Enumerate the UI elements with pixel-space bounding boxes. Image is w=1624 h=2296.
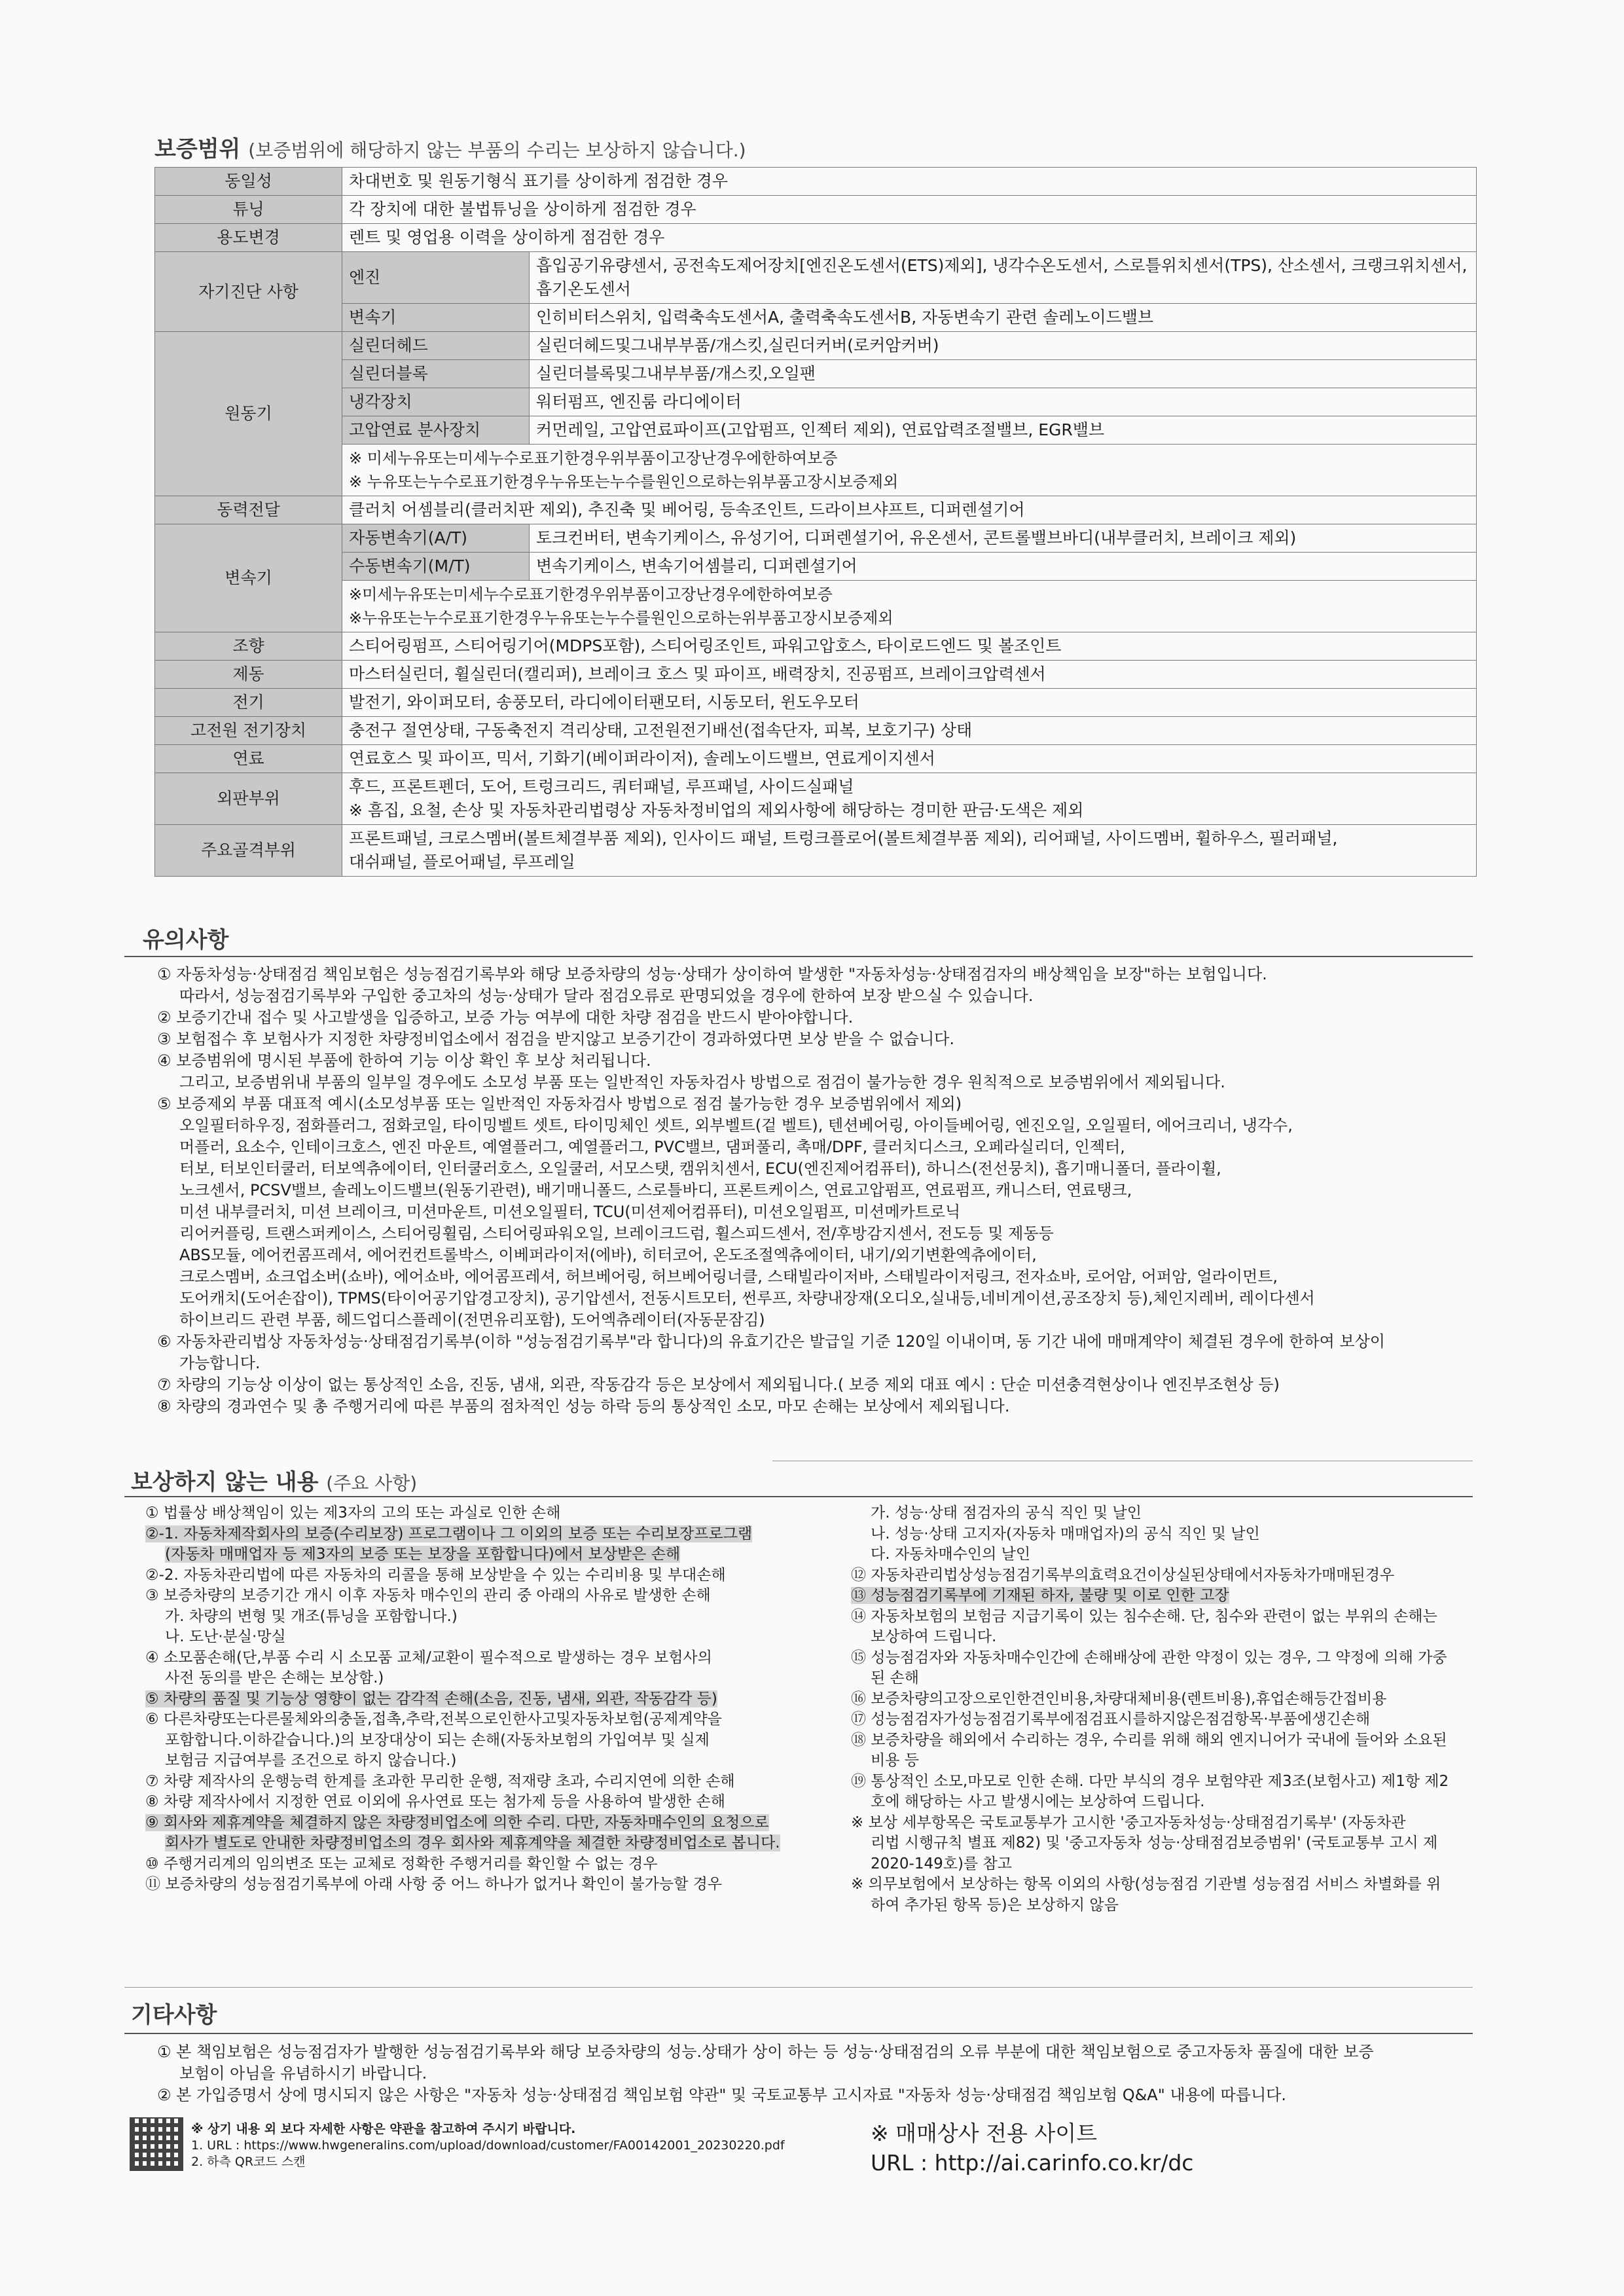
table-row: 외판부위 후드, 프론트펜더, 도어, 트렁크리드, 쿼터패널, 루프패널, 사이드실패널 ※ 흠집, 요철, 손상 및 자동차관리법령상 자동차정비업의 제외사항에 해당하는 경미한 판금·도색은 제외 xyxy=(155,773,1477,825)
list-item: 보험금 지급여부를 조건으로 하지 않습니다.) xyxy=(165,1752,457,1769)
list-item: 하이브리드 관련 부품, 헤드업디스플레이(전면유리포함), 도어엑츄레이터(자동문잠김) xyxy=(179,1311,765,1329)
divider xyxy=(124,1496,1473,1497)
exclusions-subtitle: (주요 사항) xyxy=(326,1472,418,1494)
footer-qr-note: 2. 하측 QR코드 스캔 xyxy=(191,2155,306,2169)
list-item: ⑭ 자동차보험의 보험금 지급기록이 있는 침수손해. 단, 침수와 관련이 없는 부위의 손해는 xyxy=(851,1607,1437,1625)
list-item: ABS모듈, 에어컨콤프레셔, 에어컨컨트롤박스, 이베퍼라이저(에바), 히터코어, 온도조절엑츄에이터, 내기/외기변환엑츄에이터, xyxy=(179,1246,1037,1264)
list-item: ②-2. 자동차관리법에 따른 자동차의 리콜을 통해 보상받을 수 있는 수리비용 및 부대손해 xyxy=(145,1566,726,1584)
list-item: 머플러, 요소수, 인테이크호스, 엔진 마운트, 예열플러그, 예열플러그, PVC밸브, 댐퍼풀리, 촉매/DPF, 클러치디스크, 오페라실리더, 인젝터, xyxy=(179,1138,1125,1156)
list-item: 도어캐치(도어손잡이), TPMS(타이어공기압경고장치), 공기압센서, 전동시트모터, 썬루프, 차량내장재(오디오,실내등,네비게이션,공조장치 등),체인지레버, 레이다센서 xyxy=(179,1289,1315,1307)
list-item: 나. 도난·분실·망실 xyxy=(165,1628,286,1645)
list-item: 된 손해 xyxy=(871,1669,919,1686)
divider xyxy=(124,1987,1473,1988)
list-item: ⑦ 차량의 기능상 이상이 없는 통상적인 소음, 진동, 냄새, 외관, 작동감각 등은 보상에서 제외됩니다.( 보증 제외 대표 예시 : 단순 미션충격현상이나 엔진부조현상 등) xyxy=(157,1376,1280,1394)
list-item: 나. 성능·상태 고지자(자동차 매매업자)의 공식 직인 및 날인 xyxy=(871,1525,1260,1542)
site-url[interactable]: URL : http://ai.carinfo.co.kr/dc xyxy=(871,2150,1194,2176)
list-item: 터보, 터보인터쿨러, 터보엑츄에이터, 인터쿨러호스, 오일쿨러, 서모스탯, 캠위치센서, ECU(엔진제어컴퓨터), 하니스(전선뭉치), 흡기매니폴더, 플라이휠, xyxy=(179,1159,1221,1178)
list-item: ⑩ 주행거리계의 임의변조 또는 교체로 정확한 주행거리를 확인할 수 없는 경우 xyxy=(145,1855,658,1872)
list-item: ⑮ 성능점검자와 자동차매수인간에 손해배상에 관한 약정이 있는 경우, 그 약정에 의해 가중 xyxy=(851,1649,1447,1666)
list-item: ④ 소모품손해(단,부품 수리 시 소모품 교체/교환이 필수적으로 발생하는 경우 보험사의 xyxy=(145,1649,712,1666)
list-item: 리어커플링, 트랜스퍼케이스, 스티어링휠림, 스티어링파워오일, 브레이크드럼, 휠스피드센서, 전/후방감지센서, 전도등 및 제동등 xyxy=(179,1224,1054,1243)
table-row: 원동기 실린더헤드 실린더헤드및그내부부품/개스킷,실린더커버(로커암커버) xyxy=(155,332,1477,360)
exclusions-left-column xyxy=(145,1503,826,1895)
list-item: 노크센서, PCSV밸브, 솔레노이드밸브(원동기관련), 배기매니폴드, 스로틀바디, 프론트케이스, 연료고압펌프, 연료펌프, 캐니스터, 연료탱크, xyxy=(179,1181,1132,1199)
list-item: 보험이 아님을 유념하시기 바랍니다. xyxy=(179,2064,427,2083)
list-item: 오일필터하우징, 점화플러그, 점화코일, 타이밍벨트 셋트, 타이밍체인 셋트, 외부벨트(겉 벨트), 텐션베어링, 아이들베어링, 엔진오일, 오일필터, 에어크리너, 냉각수, xyxy=(179,1116,1293,1135)
table-row: 튜닝 각 장치에 대한 불법튜닝을 상이하게 점검한 경우 xyxy=(155,196,1477,224)
qr-code-icon[interactable] xyxy=(130,2117,183,2171)
list-item: ⑧ 차량의 경과연수 및 총 주행거리에 따른 부품의 점차적인 성능 하락 등의 통상적인 소모, 마모 손해는 보상에서 제외됩니다. xyxy=(157,1397,1010,1415)
list-item: ⑦ 차량 제작사의 운행능력 한계를 초과한 무리한 운행, 적재량 초과, 수리지연에 의한 손해 xyxy=(145,1772,735,1790)
list-item: ※ 보상 세부항목은 국토교통부가 고시한 '중고자동차성능·상태점검기록부' (자동차관 xyxy=(851,1813,1406,1831)
list-item: 회사가 별도로 안내한 차량정비업소의 경우 회사와 제휴계약을 체결한 차량정비업소로 봅니다. xyxy=(165,1834,780,1851)
etc-title: 기타사항 xyxy=(131,2002,217,2028)
list-item: ③ 보증차량의 보증기간 개시 이후 자동차 매수인의 관리 중 아래의 사유로 발생한 손해 xyxy=(145,1587,711,1604)
list-item: ② 본 가입증명서 상에 명시되지 않은 사항은 "자동차 성능·상태점검 책임보험 약관" 및 국토교통부 고시자료 "자동차 성능·상태점검 책임보험 Q&A" 내용에 따릅니다. xyxy=(157,2086,1286,2104)
list-item: 보상하여 드립니다. xyxy=(871,1628,997,1645)
list-item: ※ 의무보험에서 보상하는 항목 이외의 사항(성능점검 기관별 성능점검 서비스 차별화를 위 xyxy=(851,1876,1441,1893)
table-row: ※ 미세누유또는미세누수로표기한경우위부품이고장난경우에한하여보증 ※ 누유또는누수로표기한경우누유또는누수를원인으로하는위부품고장시보증제외 xyxy=(155,445,1477,496)
list-item: ⑤ 보증제외 부품 대표적 예시(소모성부품 또는 일반적인 자동차검사 방법으로 점검 불가능한 경우 보증범위에서 제외) xyxy=(157,1095,962,1113)
list-item: (자동차 매매업자 등 제3자의 보증 또는 보장을 포함합니다)에서 보상받은 손해 xyxy=(165,1546,681,1563)
list-item: ③ 보험접수 후 보험사가 지정한 차량정비업소에서 점검을 받지않고 보증기간이 경과하였다면 보상 받을 수 없습니다. xyxy=(157,1030,954,1048)
divider xyxy=(124,956,1473,957)
table-row: 변속기 자동변속기(A/T) 토크컨버터, 변속기케이스, 유성기어, 디퍼렌셜기어, 유온센서, 콘트롤밸브바디(내부클러치, 브레이크 제외) xyxy=(155,524,1477,553)
divider xyxy=(124,2033,1473,2034)
table-row: 고전원 전기장치 충전구 절연상태, 구동축전지 격리상태, 고전원전기배선(접속단자, 피복, 보호기구) 상태 xyxy=(155,717,1477,745)
list-item: 크로스멤버, 쇼크업소버(쇼바), 에어쇼바, 에어콤프레셔, 허브베어링, 허브베어링너클, 스태빌라이저바, 스태빌라이저링크, 전자쇼바, 로어암, 어퍼암, 얼라이먼트, xyxy=(179,1267,1278,1286)
table-row: 실린더블록 실린더블록및그내부부품/개스킷,오일팬 xyxy=(155,360,1477,388)
list-item: 가능합니다. xyxy=(179,1354,261,1372)
list-item: ⑥ 자동차관리법상 자동차성능·상태점검기록부(이하 "성능점검기록부"라 합니다)의 유효기간은 발급일 기준 120일 이내이며, 동 기간 내에 매매계약이 체결된 경우에 한하여 보상이 xyxy=(157,1332,1385,1351)
list-item: ⑥ 다른차량또는다른물체와의충돌,접촉,추락,전복으로인한사고및자동차보험(공제계약을 xyxy=(145,1711,722,1728)
footer-note: ※ 상기 내용 외 보다 자세한 사항은 약관을 참고하여 주시기 바랍니다. xyxy=(191,2122,576,2136)
exclusions-title: 보상하지 않는 내용 (주요 사항) xyxy=(131,1469,418,1495)
table-row: 동일성 차대번호 및 원동기형식 표기를 상이하게 점검한 경우 xyxy=(155,168,1477,196)
table-row: 동력전달 클러치 어셈블리(클러치판 제외), 추진축 및 베어링, 등속조인트, 드라이브샤프트, 디퍼렌셜기어 xyxy=(155,496,1477,524)
list-item: ⑱ 보증차량을 해외에서 수리하는 경우, 수리를 위해 해외 엔지니어가 국내에 들어와 소요된 xyxy=(851,1731,1447,1749)
list-item: ⑰ 성능점검자가성능점검기록부에점검표시를하지않은점검항목·부품에생긴손해 xyxy=(851,1711,1371,1728)
list-item: 하여 추가된 항목 등)은 보상하지 않음 xyxy=(871,1896,1119,1914)
list-item: ② 보증기간내 접수 및 사고발생을 입증하고, 보증 가능 여부에 대한 차량 점검을 반드시 받아야합니다. xyxy=(157,1008,854,1027)
table-row: 전기 발전기, 와이퍼모터, 송풍모터, 라디에이터팬모터, 시동모터, 윈도우모터 xyxy=(155,689,1477,717)
list-item: ⑤ 차량의 품질 및 기능상 영향이 없는 감각적 손해(소음, 진동, 냄새, 외관, 작동감각 등) xyxy=(145,1690,717,1707)
exclusions-right-column xyxy=(851,1503,1479,1916)
list-item: 따라서, 성능점검기록부와 구입한 중고차의 성능·상태가 달라 점검오류로 판명되었을 경우에 한하여 보장 받으실 수 있습니다. xyxy=(179,987,1034,1005)
list-item: 그리고, 보증범위내 부품의 일부일 경우에도 소모성 부품 또는 일반적인 자동차검사 방법으로 점검이 불가능한 경우 원칙적으로 보증범위에서 제외됩니다. xyxy=(179,1073,1225,1091)
list-item: ⑪ 보증차량의 성능점검기록부에 아래 사항 중 어느 하나가 없거나 확인이 불가능할 경우 xyxy=(145,1876,723,1893)
table-row: 변속기 인히비터스위치, 입력축속도센서A, 출력축속도센서B, 자동변속기 관련 솔레노이드밸브 xyxy=(155,304,1477,332)
table-row: 제동 마스터실린더, 휠실린더(캘리퍼), 브레이크 호스 및 파이프, 배력장치, 진공펌프, 브레이크압력센서 xyxy=(155,661,1477,689)
list-item: 리법 시행규칙 별표 제82) 및 '중고자동차 성능·상태점검보증범위' (국토교통부 고시 제 xyxy=(871,1834,1438,1851)
coverage-subtitle: (보증범위에 해당하지 않는 부품의 수리는 보상하지 않습니다.) xyxy=(248,139,746,161)
table-row: ※미세누유또는미세누수로표기한경우위부품이고장난경우에한하여보증 ※누유또는누수로표기한경우누유또는누수를원인으로하는위부품고장시보증제외 xyxy=(155,581,1477,632)
etc-list xyxy=(157,2041,1473,2106)
list-item: ④ 보증범위에 명시된 부품에 한하여 기능 이상 확인 후 보상 처리됩니다. xyxy=(157,1051,651,1070)
table-row: 고압연료 분사장치 커먼레일, 고압연료파이프(고압펌프, 인젝터 제외), 연료압력조절밸브, EGR밸브 xyxy=(155,416,1477,445)
list-item: ① 법률상 배상책임이 있는 제3자의 고의 또는 과실로 인한 손해 xyxy=(145,1504,561,1522)
dealer-site xyxy=(871,2119,1193,2178)
list-item: ① 본 책임보험은 성능점검자가 발행한 성능점검기록부와 해당 보증차량의 성능.상태가 상이 하는 등 성능·상태점검의 오류 부분에 대한 책임보험으로 중고자동차 품질에 대한 보증 xyxy=(157,2043,1374,2061)
table-row: 냉각장치 워터펌프, 엔진룸 라디에이터 xyxy=(155,388,1477,416)
list-item: 호에 해당하는 사고 발생시에는 보상하여 드립니다. xyxy=(871,1793,1205,1810)
footer-url[interactable]: 1. URL : https://www.hwgeneralins.com/upload/download/customer/FA00142001_20230220.pdf xyxy=(191,2138,785,2153)
list-item: 2020-149호)를 참고 xyxy=(871,1855,1012,1872)
list-item: ⑫ 자동차관리법상성능점검기록부의효력요건이상실된상태에서자동차가매매된경우 xyxy=(851,1566,1395,1584)
list-item: 가. 성능·상태 점검자의 공식 직인 및 날인 xyxy=(871,1504,1142,1522)
list-item: ⑯ 보증차량의고장으로인한견인비용,차량대체비용(렌트비용),휴업손해등간접비용 xyxy=(851,1690,1387,1707)
table-row: 용도변경 렌트 및 영업용 이력을 상이하게 점검한 경우 xyxy=(155,224,1477,252)
table-row: 연료 연료호스 및 파이프, 믹서, 기화기(베이퍼라이저), 솔레노이드밸브, 연료게이지센서 xyxy=(155,745,1477,773)
list-item: ⑨ 회사와 제휴계약을 체결하지 않은 차량정비업소에 의한 수리. 다만, 자동차매수인의 요청으로 xyxy=(145,1813,769,1831)
cautions-list xyxy=(157,964,1473,1417)
coverage-table xyxy=(154,167,1477,877)
coverage-title: 보증범위 (보증범위에 해당하지 않는 부품의 수리는 보상하지 않습니다.) xyxy=(154,136,746,162)
footer-info xyxy=(191,2121,785,2170)
list-item: ②-1. 자동차제작회사의 보증(수리보장) 프로그램이나 그 이외의 보증 또는 수리보장프로그램 xyxy=(145,1525,753,1542)
cautions-title: 유의사항 xyxy=(143,927,229,953)
list-item: 다. 자동차매수인의 날인 xyxy=(871,1546,1031,1563)
list-item: 포함합니다.이하같습니다.)의 보장대상이 되는 손해(자동차보험의 가입여부 및 실제 xyxy=(165,1731,710,1749)
table-row: 주요골격부위 프론트패널, 크로스멤버(볼트체결부품 제외), 인사이드 패널, 트렁크플로어(볼트체결부품 제외), 리어패널, 사이드멤버, 휠하우스, 필러패널, 대쉬패널, 플로어패널, 루프레일 xyxy=(155,825,1477,877)
list-item: 사전 동의를 받은 손해는 보상함.) xyxy=(165,1669,384,1686)
list-item: ⑬ 성능점검기록부에 기재된 하자, 불량 및 이로 인한 고장 xyxy=(851,1587,1229,1604)
list-item: 미션 내부클러치, 미션 브레이크, 미션마운트, 미션오일필터, TCU(미션제어컴퓨터), 미션오일펌프, 미션메카트로닉 xyxy=(179,1203,961,1221)
table-row: 수동변속기(M/T) 변속기케이스, 변속기어셈블리, 디퍼렌셜기어 xyxy=(155,553,1477,581)
table-row: 조향 스티어링펌프, 스티어링기어(MDPS포함), 스티어링조인트, 파워고압호스, 타이로드엔드 및 볼조인트 xyxy=(155,632,1477,661)
list-item: ⑲ 통상적인 소모,마모로 인한 손해. 다만 부식의 경우 보험약관 제3조(보험사고) 제1항 제2 xyxy=(851,1772,1449,1790)
list-item: 비용 등 xyxy=(871,1752,919,1769)
list-item: ① 자동차성능·상태점검 책임보험은 성능점검기록부와 해당 보증차량의 성능·상태가 상이하여 발생한 "자동차성능·상태점검자의 배상책임을 보장"하는 보험입니다. xyxy=(157,965,1267,983)
table-row: 자기진단 사항 엔진 흡입공기유량센서, 공전속도제어장치[엔진온도센서(ETS)제외], 냉각수온도센서, 스로틀위치센서(TPS), 산소센서, 크랭크위치센서, 흡기온도센서 xyxy=(155,252,1477,304)
list-item: 가. 차량의 변형 및 개조(튜닝을 포함합니다.) xyxy=(165,1607,458,1625)
list-item: ⑧ 차량 제작사에서 지정한 연료 이외에 유사연료 또는 첨가제 등을 사용하여 발생한 손해 xyxy=(145,1793,725,1810)
site-label: ※ 매매상사 전용 사이트 xyxy=(871,2121,1098,2146)
